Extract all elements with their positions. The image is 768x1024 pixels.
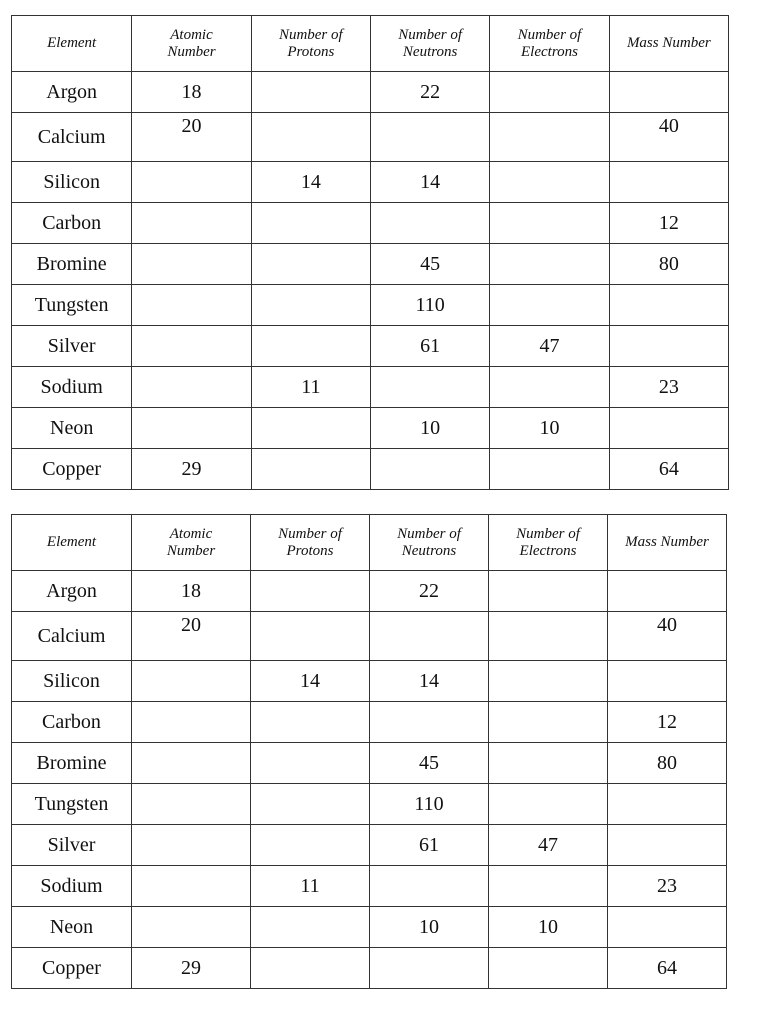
cell-atomic-number xyxy=(132,661,251,702)
table-row xyxy=(12,866,727,907)
cell-atomic-number xyxy=(132,702,251,743)
header-electrons xyxy=(489,515,608,571)
cell-atomic-number xyxy=(132,285,251,326)
cell-neutrons xyxy=(370,367,489,408)
table-row xyxy=(12,113,729,162)
table-row xyxy=(12,784,727,825)
header-label: Element xyxy=(47,35,97,51)
table-row xyxy=(12,907,727,948)
cell-protons xyxy=(251,285,370,326)
cell-neutrons xyxy=(370,866,489,907)
cell-neutrons: 10 xyxy=(370,907,489,948)
cell-neutrons xyxy=(370,948,489,989)
cell-element: Silver xyxy=(12,326,132,367)
table-row xyxy=(12,285,729,326)
header-neutrons xyxy=(370,16,489,72)
cell-protons xyxy=(251,743,370,784)
cell-electrons xyxy=(489,743,608,784)
element-table-1 xyxy=(11,15,729,490)
table-row xyxy=(12,743,727,784)
table-row xyxy=(12,408,729,449)
cell-protons xyxy=(251,449,370,490)
cell-electrons: 47 xyxy=(489,825,608,866)
cell-element: Argon xyxy=(12,571,132,612)
cell-atomic-number xyxy=(132,408,251,449)
cell-atomic-number xyxy=(132,825,251,866)
header-protons xyxy=(251,515,370,571)
cell-atomic-number xyxy=(132,162,251,203)
table-row xyxy=(12,367,729,408)
cell-neutrons xyxy=(370,449,489,490)
cell-atomic-number: 20 xyxy=(132,612,251,661)
cell-atomic-number: 18 xyxy=(132,72,251,113)
header-electrons xyxy=(490,16,609,72)
header-label: Number of xyxy=(398,26,463,43)
cell-electrons: 47 xyxy=(490,326,609,367)
cell-mass-number xyxy=(608,825,727,866)
cell-element: Neon xyxy=(12,907,132,948)
table-row xyxy=(12,162,729,203)
cell-mass-number: 80 xyxy=(608,743,727,784)
cell-mass-number xyxy=(609,162,728,203)
header-element xyxy=(12,515,132,571)
cell-mass-number: 23 xyxy=(609,367,728,408)
cell-electrons xyxy=(490,203,609,244)
cell-element: Tungsten xyxy=(12,784,132,825)
cell-neutrons: 110 xyxy=(370,285,489,326)
cell-protons: 11 xyxy=(251,866,370,907)
cell-atomic-number: 29 xyxy=(132,449,251,490)
cell-electrons xyxy=(490,285,609,326)
cell-protons xyxy=(251,702,370,743)
cell-mass-number xyxy=(609,72,728,113)
table-body xyxy=(12,571,727,989)
cell-protons xyxy=(251,571,370,612)
cell-electrons xyxy=(490,113,609,162)
table-row xyxy=(12,449,729,490)
header-label: Protons xyxy=(286,542,334,559)
cell-protons xyxy=(251,408,370,449)
header-element xyxy=(12,16,132,72)
cell-atomic-number xyxy=(132,244,251,285)
cell-atomic-number: 18 xyxy=(132,571,251,612)
header-label: Element xyxy=(46,534,97,550)
table-row xyxy=(12,72,729,113)
cell-element: Sodium xyxy=(12,367,132,408)
header-label: Neutrons xyxy=(401,542,457,559)
cell-mass-number xyxy=(609,285,728,326)
cell-electrons xyxy=(489,866,608,907)
header-label: Number xyxy=(167,43,216,60)
cell-electrons xyxy=(490,244,609,285)
cell-neutrons xyxy=(370,113,489,162)
cell-mass-number xyxy=(608,907,727,948)
cell-mass-number xyxy=(609,326,728,367)
cell-atomic-number: 20 xyxy=(132,113,251,162)
header-label: Number of xyxy=(517,26,582,43)
header-mass-number xyxy=(608,515,727,571)
cell-element: Copper xyxy=(12,449,132,490)
table-row xyxy=(12,244,729,285)
cell-element: Silicon xyxy=(12,661,132,702)
header-label: Neutrons xyxy=(402,43,458,60)
header-label: Mass Number xyxy=(626,35,711,51)
cell-electrons xyxy=(490,72,609,113)
header-label: Electrons xyxy=(519,542,577,559)
cell-mass-number: 64 xyxy=(609,449,728,490)
table-row xyxy=(12,326,729,367)
header-label: Number of xyxy=(397,525,461,542)
header-atomic-number xyxy=(132,515,251,571)
cell-protons xyxy=(251,825,370,866)
cell-mass-number: 80 xyxy=(609,244,728,285)
cell-element: Carbon xyxy=(12,203,132,244)
cell-atomic-number xyxy=(132,866,251,907)
cell-element: Sodium xyxy=(12,866,132,907)
cell-protons xyxy=(251,72,370,113)
cell-atomic-number xyxy=(132,367,251,408)
cell-electrons xyxy=(489,612,608,661)
cell-electrons xyxy=(489,661,608,702)
header-row xyxy=(12,515,727,571)
cell-protons xyxy=(251,326,370,367)
header-label: Number of xyxy=(278,26,343,43)
table-row xyxy=(12,203,729,244)
cell-electrons xyxy=(490,367,609,408)
cell-electrons xyxy=(490,162,609,203)
header-label: Atomic xyxy=(170,26,213,43)
cell-neutrons: 110 xyxy=(370,784,489,825)
cell-atomic-number xyxy=(132,326,251,367)
cell-mass-number xyxy=(608,661,727,702)
cell-atomic-number xyxy=(132,784,251,825)
cell-electrons xyxy=(489,948,608,989)
header-label: Electrons xyxy=(521,43,578,60)
cell-element: Silicon xyxy=(12,162,132,203)
cell-electrons: 10 xyxy=(489,907,608,948)
cell-element: Neon xyxy=(12,408,132,449)
cell-mass-number xyxy=(608,571,727,612)
header-neutrons xyxy=(370,515,489,571)
header-row xyxy=(12,16,729,72)
cell-atomic-number xyxy=(132,203,251,244)
cell-protons xyxy=(251,113,370,162)
table-row xyxy=(12,661,727,702)
table-header xyxy=(12,515,727,571)
table-row xyxy=(12,948,727,989)
cell-electrons: 10 xyxy=(490,408,609,449)
cell-protons xyxy=(251,203,370,244)
header-label: Number of xyxy=(278,525,342,542)
cell-element: Copper xyxy=(12,948,132,989)
cell-neutrons: 14 xyxy=(370,661,489,702)
header-label: Number of xyxy=(516,525,580,542)
cell-mass-number: 23 xyxy=(608,866,727,907)
cell-neutrons: 45 xyxy=(370,244,489,285)
table-header xyxy=(12,16,729,72)
cell-neutrons xyxy=(370,203,489,244)
cell-protons xyxy=(251,784,370,825)
cell-neutrons: 61 xyxy=(370,825,489,866)
cell-element: Bromine xyxy=(12,244,132,285)
header-label: Mass Number xyxy=(625,534,709,550)
cell-neutrons: 61 xyxy=(370,326,489,367)
cell-neutrons xyxy=(370,702,489,743)
cell-protons xyxy=(251,907,370,948)
element-table-2 xyxy=(11,514,727,989)
cell-neutrons: 22 xyxy=(370,72,489,113)
cell-protons xyxy=(251,948,370,989)
header-protons xyxy=(251,16,370,72)
cell-mass-number: 64 xyxy=(608,948,727,989)
cell-protons: 14 xyxy=(251,661,370,702)
cell-element: Calcium xyxy=(12,612,132,661)
header-mass-number xyxy=(609,16,728,72)
header-atomic-number xyxy=(132,16,251,72)
cell-neutrons: 14 xyxy=(370,162,489,203)
cell-electrons xyxy=(489,702,608,743)
cell-protons: 11 xyxy=(251,367,370,408)
table-row xyxy=(12,702,727,743)
cell-protons: 14 xyxy=(251,162,370,203)
cell-mass-number xyxy=(609,408,728,449)
cell-electrons xyxy=(490,449,609,490)
cell-element: Calcium xyxy=(12,113,132,162)
header-label: Number xyxy=(166,542,216,559)
cell-mass-number xyxy=(608,784,727,825)
cell-protons xyxy=(251,612,370,661)
cell-electrons xyxy=(489,571,608,612)
header-label: Protons xyxy=(287,43,335,60)
cell-atomic-number xyxy=(132,907,251,948)
table-row xyxy=(12,612,727,661)
cell-protons xyxy=(251,244,370,285)
cell-mass-number: 40 xyxy=(609,113,728,162)
cell-mass-number: 12 xyxy=(608,702,727,743)
cell-atomic-number: 29 xyxy=(132,948,251,989)
cell-neutrons: 10 xyxy=(370,408,489,449)
cell-element: Argon xyxy=(12,72,132,113)
cell-neutrons xyxy=(370,612,489,661)
table-row xyxy=(12,571,727,612)
header-label: Atomic xyxy=(169,525,213,542)
table-row xyxy=(12,825,727,866)
cell-element: Tungsten xyxy=(12,285,132,326)
cell-element: Bromine xyxy=(12,743,132,784)
cell-electrons xyxy=(489,784,608,825)
cell-neutrons: 45 xyxy=(370,743,489,784)
cell-atomic-number xyxy=(132,743,251,784)
cell-element: Silver xyxy=(12,825,132,866)
cell-neutrons: 22 xyxy=(370,571,489,612)
cell-mass-number: 12 xyxy=(609,203,728,244)
cell-mass-number: 40 xyxy=(608,612,727,661)
cell-element: Carbon xyxy=(12,702,132,743)
table-body xyxy=(12,72,729,490)
